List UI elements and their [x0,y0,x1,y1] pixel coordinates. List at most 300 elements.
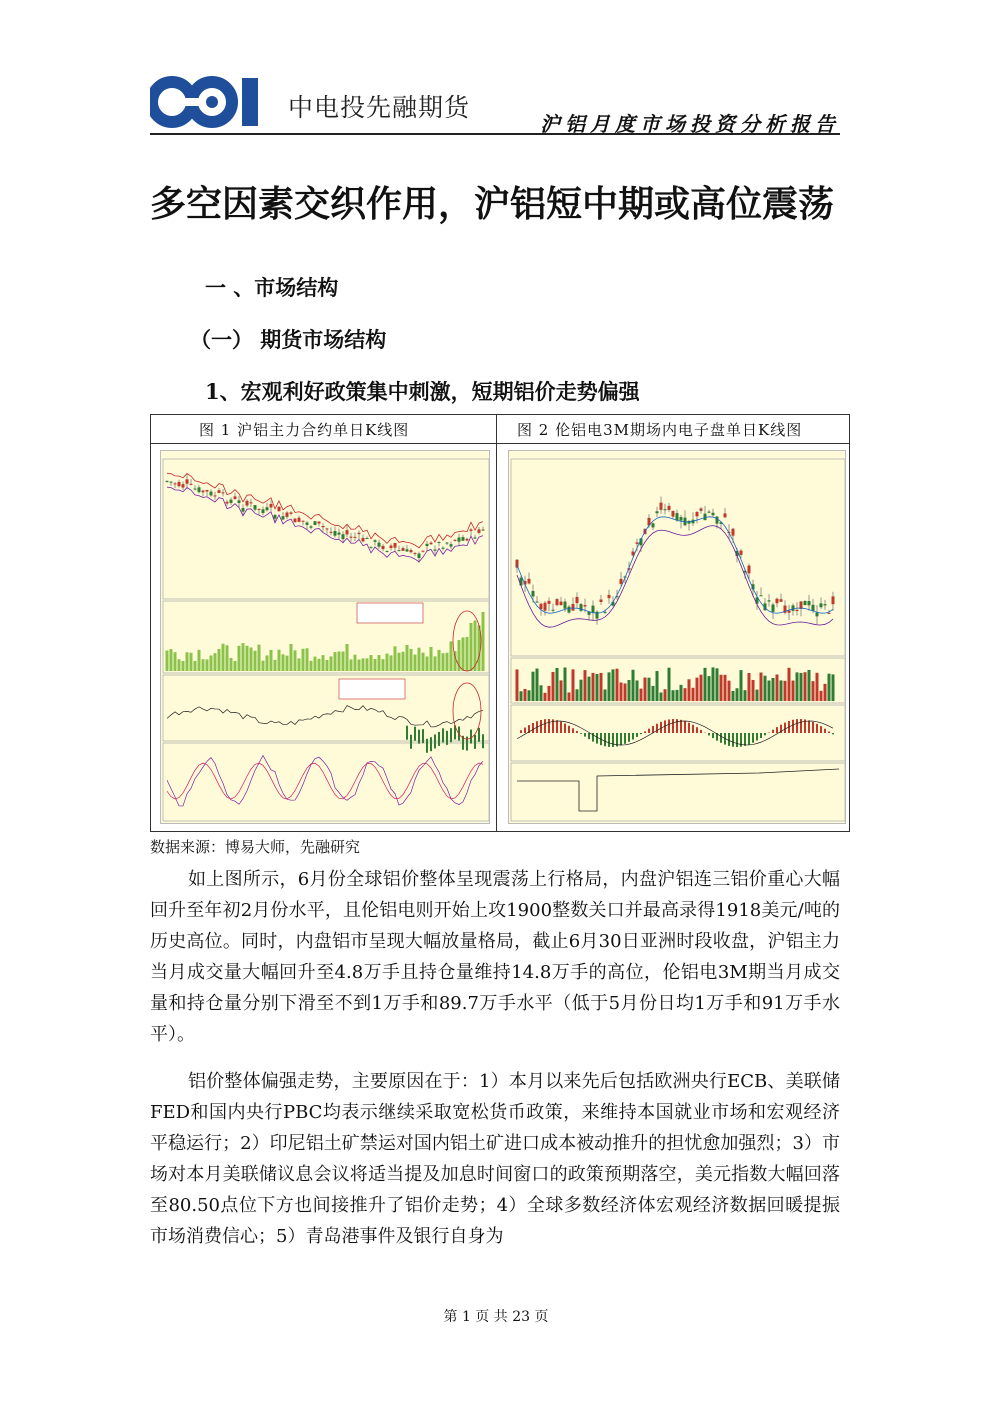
candle [776,599,779,603]
volume-bar [442,653,445,671]
oi-bar [470,730,472,744]
macd-bar [540,720,542,733]
volume-bar [716,668,719,701]
volume-bar [596,674,599,701]
candle [434,550,437,551]
candle [548,601,551,604]
volume-bar [664,689,667,701]
volume-bar [668,668,671,701]
macd-bar [612,733,614,747]
volume-bar [728,681,731,701]
volume-bar [218,649,221,671]
volume-bar [744,690,747,701]
volume-bar [672,690,675,701]
volume-bar [278,650,281,671]
macd-bar [584,733,586,737]
candle [186,479,189,483]
candle [572,604,575,611]
macd-bar [544,719,546,733]
oi-bar [438,732,440,746]
oi-bar [422,729,424,743]
candle [732,529,735,536]
macd-bar [752,733,754,743]
candle [202,491,205,493]
candle [608,595,611,598]
oi-bar [446,731,448,745]
volume-bar [804,672,807,701]
candle [652,523,655,527]
macd-bar [696,727,698,733]
macd-bar [736,733,738,747]
candle [238,500,241,503]
volume-bar [768,681,771,701]
panel-frame [163,675,489,741]
candle [544,603,547,611]
macd-bar [776,727,778,733]
candle [194,489,197,490]
volume-bar [788,668,791,701]
candle [446,543,449,544]
macd-bar [820,726,822,733]
volume-bar [592,673,595,701]
volume-bar [182,661,185,671]
volume-bar [680,685,683,701]
oi-bar [406,726,408,740]
candle [592,606,595,613]
volume-bar [688,679,691,701]
macd-bar [620,733,622,745]
volume-bar [780,680,783,701]
candle [812,605,815,611]
volume-bar [310,661,313,671]
volume-bar [354,655,357,671]
ma-line [517,517,833,613]
candle [708,512,711,513]
volume-bar [450,641,453,671]
candle [780,599,783,602]
candle [290,512,293,513]
volume-bar [696,678,699,701]
candle [828,613,831,614]
candle [262,509,265,513]
macd-bar [812,722,814,733]
volume-bar [338,651,341,671]
volume-bar [700,675,703,701]
macd-bar [520,730,522,733]
volume-bar [230,658,233,671]
macd-bar [816,724,818,733]
candle [740,551,743,555]
candle [410,550,413,552]
candle [700,508,703,510]
volume-bar [406,645,409,671]
volume-bar [808,670,811,701]
report-type: 沪铝月度市场投资分析报告 [540,112,840,136]
candle [676,513,679,520]
candle [804,601,807,605]
volume-bar [190,653,193,671]
volume-bar [812,681,815,701]
candle [820,603,823,607]
macd-bar [572,728,574,733]
candle [600,600,603,602]
volume-bar [676,690,679,701]
candle [636,542,639,543]
volume-bar [792,681,795,701]
oi-bar [478,728,480,742]
section-heading-1: 一 、市场结构 [205,275,339,300]
ma-line [167,473,483,548]
candle [832,596,835,604]
candle [672,511,675,517]
volume-bar [194,661,197,671]
figure-2-svg [509,451,846,824]
volume-bar [202,659,205,671]
figure-table [150,414,850,832]
volume-bar [178,659,181,671]
candle [394,543,397,548]
candle [358,533,361,534]
volume-bar [254,651,257,671]
volume-bar [588,677,591,701]
volume-bar [334,652,337,671]
candle [366,538,369,539]
volume-bar [322,655,325,671]
volume-bar [242,643,245,671]
volume-bar [398,653,401,671]
volume-bar [482,612,485,671]
macd-bar [560,722,562,733]
macd-bar [792,720,794,733]
candle [824,604,827,605]
candle [314,521,317,525]
volume-bar [776,675,779,701]
volume-bar [446,653,449,671]
paragraph-2 [150,1066,840,1252]
oi-bar [474,735,476,749]
candle [528,579,531,584]
macd-bar [824,729,826,733]
macd-bar [608,733,610,747]
candle [218,490,221,493]
volume-bar [608,672,611,701]
candle [226,502,229,504]
oi-line [517,769,839,811]
volume-bar [258,645,261,671]
candle [712,513,715,515]
candle [656,511,659,513]
candle [322,526,325,527]
candle [294,519,297,523]
candle [398,550,401,551]
volume-bar [462,637,465,671]
kdj-line [167,763,483,799]
macd-bar [692,725,694,733]
figure-2-caption: 图 2 伦铝电3M期场内电子盘单日K线图 [517,421,803,439]
macd-bar [652,726,654,733]
candle [438,542,441,543]
candle [374,540,377,542]
volume-bar [532,672,535,701]
candle [482,530,485,531]
volume-bar [214,653,217,671]
macd-bar [556,720,558,733]
candle [362,538,365,541]
candle [474,537,477,538]
macd-bar [680,720,682,733]
volume-bar [466,637,469,671]
volume-bar [290,644,293,671]
volume-bar [234,661,237,671]
volume-bar [824,684,827,701]
volume-bar [422,653,425,671]
volume-bar [604,689,607,701]
macd-bar [604,733,606,746]
volume-bar [298,658,301,671]
candle [418,554,421,558]
volume-bar [238,646,241,671]
volume-bar [430,647,433,671]
oi-bar [426,739,428,753]
candle [246,501,249,506]
macd-bar [728,733,730,746]
volume-bar [772,678,775,701]
candle [174,483,177,484]
volume-bar [410,649,413,671]
volume-bar [580,680,583,701]
volume-bar [426,656,429,671]
volume-bar [692,688,695,701]
volume-bar [418,648,421,671]
volume-bar [206,659,209,671]
candle [426,544,429,546]
candle [298,518,301,522]
volume-bar [378,655,381,671]
candle [350,537,353,538]
candle [230,500,233,503]
volume-bar [358,660,361,671]
volume-bar [270,650,273,671]
section-heading-2: （一） 期货市场结构 [190,327,387,352]
candle [668,506,671,510]
macd-bar [644,731,646,733]
macd-bar [700,730,702,733]
oi-bar [410,735,412,749]
candle [470,529,473,530]
candle [532,591,535,597]
macd-bar [744,733,746,746]
volume-bar [274,660,277,671]
candle [430,543,433,544]
volume-bar [250,647,253,671]
candle [660,503,663,510]
highlight-ellipse [453,683,481,739]
macd-bar [712,733,714,738]
volume-bar [612,669,615,701]
oi-bar [414,727,416,741]
macd-bar [684,721,686,733]
candle [242,508,245,512]
volume-bar [286,656,289,671]
volume-bar [362,658,365,671]
candle [266,507,269,510]
candle [402,548,405,551]
volume-bar [600,673,603,701]
macd-bar [564,724,566,733]
volume-bar [370,655,373,671]
figure-divider [496,415,497,831]
paragraph-2-text: 铝价整体偏强走势，主要原因在于：1）本月以来先后包括欧洲央行ECB、美联储FED和国内央行PBC均表示继续采取宽松货币政策，来维持本国就业市场和宏观经济平稳运行；2）印尼铝土矿禁运对国内铝土矿进口成本被动推升的担忧愈加强烈；3）市场对本月美联储议息会议将适当提及加息时间窗口的政策预期落空，美元指数大幅回落至80.50点位下方也间接推升了铝价走势；4）全球多数经济体宏观经济数据回暖提振市场消费信心；5）青岛港事件及银行自身为 [150,1071,840,1247]
oi-line [167,706,483,727]
page-title: 多空因素交织作用，沪铝短中期或高位震荡 [150,184,835,225]
candle [258,509,261,510]
candle [250,502,253,503]
candle [214,495,217,496]
volume-bar [652,686,655,701]
candle [326,528,329,529]
macd-bar [756,733,758,741]
volume-bar [350,659,353,671]
macd-bar [672,719,674,733]
candle [458,537,461,541]
candle [342,534,345,539]
volume-bar [210,656,213,671]
panel-frame [163,743,489,821]
macd-bar [636,733,638,737]
macd-bar [764,733,766,735]
candle [382,546,385,549]
figure-1-svg [161,451,490,824]
volume-bar [832,674,835,701]
volume-bar [262,661,265,671]
candle [724,513,727,517]
volume-bar [732,691,735,701]
macd-bar [532,723,534,733]
candle [386,551,389,552]
volume-bar [720,675,723,701]
paragraph-1 [150,864,840,1050]
data-source: 数据来源：博易大师，先融研究 [150,838,361,856]
volume-bar [438,650,441,671]
macd-bar [688,723,690,733]
volume-bar [326,660,329,671]
volume-bar [756,690,759,701]
volume-bar [540,685,543,701]
volume-bar [616,669,619,701]
candle [466,539,469,541]
candle [278,507,281,512]
candle [206,490,209,491]
volume-bar [390,655,393,671]
candle [210,492,213,496]
candle [748,566,751,574]
volume-bar [174,652,177,671]
volume-bar [470,623,473,671]
kdj-line [167,755,483,806]
volume-bar [294,650,297,671]
volume-bar [536,669,539,701]
macd-bar [588,733,590,739]
section-heading-3: 1、宏观利好政策集中刺激，短期铝价走势偏强 [205,379,640,404]
macd-bar [624,733,626,744]
candle [222,492,225,493]
volume-bar [624,683,627,701]
candle [772,604,775,611]
candle [414,553,417,554]
volume-bar [560,680,563,701]
candle [286,512,289,516]
volume-bar [166,650,169,671]
candle [370,547,373,548]
annotation-box [339,679,405,699]
macd-bar [596,733,598,744]
candle [584,605,587,606]
company-logo [150,74,274,130]
volume-bar [346,644,349,671]
macd-bar [524,728,526,733]
figure-2-chart [508,450,846,824]
candle [178,482,181,486]
macd-bar [760,733,762,738]
candle [564,602,567,609]
volume-bar [704,668,707,701]
candle [560,602,563,606]
volume-bar [816,673,819,701]
figure-1-caption: 图 1 沪铝主力合约单日K线图 [199,421,410,439]
volume-bar [186,652,189,671]
candle [696,512,699,516]
volume-bar [656,671,659,701]
candle [556,599,559,605]
volume-bar [640,689,643,701]
volume-bar [434,656,437,671]
candle [338,533,341,535]
candle [516,560,519,568]
candle [454,540,457,541]
candle [170,482,173,483]
macd-bar [748,733,750,745]
macd-bar [828,731,830,733]
volume-bar [644,678,647,701]
candle [198,487,201,492]
candle [442,548,445,549]
macd-bar [808,720,810,733]
candle [536,602,539,603]
candle [190,484,193,485]
macd-bar [576,731,578,733]
figure-caption-row [151,415,849,444]
volume-bar [752,680,755,701]
candle [808,601,811,605]
macd-bar [772,730,774,733]
volume-bar [760,673,763,701]
volume-bar [568,692,571,701]
volume-bar [282,654,285,671]
annotation-box [357,603,423,623]
oi-bar [450,728,452,742]
volume-bar [572,669,575,701]
candle [354,537,357,538]
candle [680,517,683,521]
volume-bar [302,649,305,671]
macd-bar [676,719,678,733]
candle [664,509,667,510]
volume-bar [576,689,579,701]
volume-bar [660,692,663,701]
candle [318,522,321,524]
candle [422,551,425,552]
volume-bar [544,693,547,701]
